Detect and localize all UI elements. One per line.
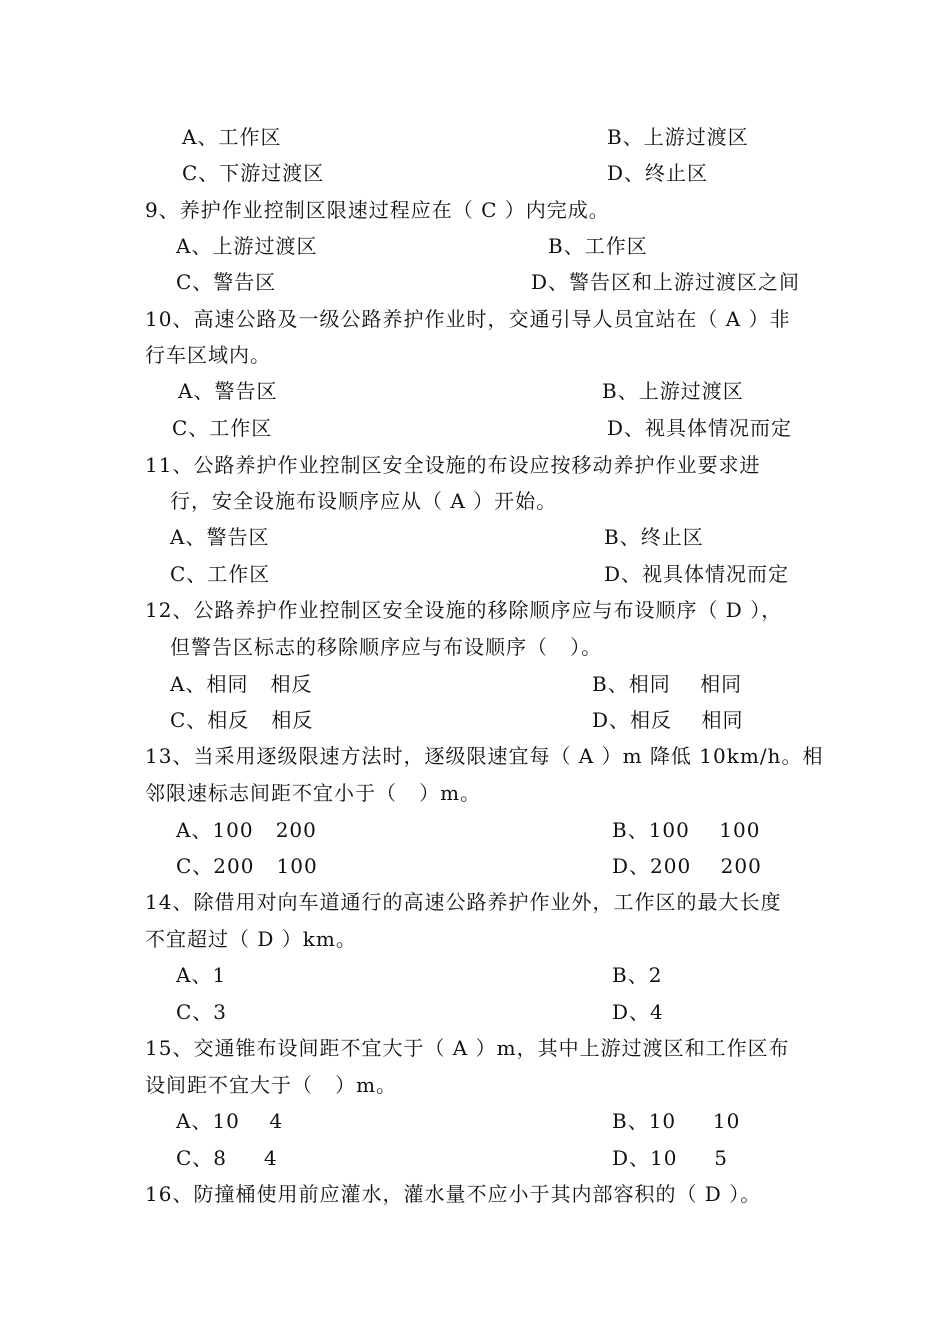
q14-option-d: D、4 xyxy=(612,1000,664,1024)
q14-option-c: C、3 xyxy=(176,1000,228,1024)
q15-option-b: B、10 10 xyxy=(612,1109,741,1133)
q13-option-d: D、200 200 xyxy=(612,854,762,878)
q15-option-c: C、8 4 xyxy=(176,1146,278,1170)
q13-option-c: C、200 100 xyxy=(176,854,318,878)
q8-option-b: B、上游过渡区 xyxy=(607,125,749,149)
q15-option-d: D、10 5 xyxy=(612,1146,728,1170)
q10-option-d: D、视具体情况而定 xyxy=(607,416,793,440)
q8-option-c: C、下游过渡区 xyxy=(182,161,325,185)
q8-option-d: D、终止区 xyxy=(607,161,709,185)
q11-option-b: B、终止区 xyxy=(604,525,704,549)
q13-option-b: B、100 100 xyxy=(612,818,761,842)
q8-option-a: A、工作区 xyxy=(182,125,282,149)
q16-text: 16、防撞桶使用前应灌水，灌水量不应小于其内部容积的（ D ）。 xyxy=(145,1182,762,1206)
q10-option-b: B、上游过渡区 xyxy=(602,379,744,403)
q10-text-line2: 行车区域内。 xyxy=(145,343,271,367)
q11-option-c: C、工作区 xyxy=(170,562,271,586)
q10-option-c: C、工作区 xyxy=(172,416,273,440)
q10-text-line1: 10、高速公路及一级公路养护作业时，交通引导人员宜站在（ A ）非 xyxy=(145,307,791,331)
q14-text-line1: 14、除借用对向车道通行的高速公路养护作业外，工作区的最大长度 xyxy=(145,890,782,914)
q9-option-a: A、上游过渡区 xyxy=(176,234,318,258)
q14-text-line2: 不宜超过（ D ）km。 xyxy=(145,927,357,951)
q12-option-a: A、相同 相反 xyxy=(170,672,313,696)
q11-option-d: D、视具体情况而定 xyxy=(604,562,790,586)
q9-option-d: D、警告区和上游过渡区之间 xyxy=(531,270,801,294)
q15-text-line1: 15、交通锥布设间距不宜大于（ A ）m，其中上游过渡区和工作区布 xyxy=(145,1036,790,1060)
q9-text: 9、养护作业控制区限速过程应在（ C ）内完成。 xyxy=(145,198,610,222)
q9-option-b: B、工作区 xyxy=(548,234,648,258)
q12-text-line1: 12、公路养护作业控制区安全设施的移除顺序应与布设顺序（ D ）， xyxy=(145,598,783,622)
q13-text-line2: 邻限速标志间距不宜小于（ ）m。 xyxy=(145,781,482,805)
q12-option-d: D、相反 相同 xyxy=(592,708,744,732)
q12-option-c: C、相反 相反 xyxy=(170,708,314,732)
q11-text-line1: 11、公路养护作业控制区安全设施的布设应按移动养护作业要求进 xyxy=(145,453,761,477)
q14-option-b: B、2 xyxy=(612,963,663,987)
q11-option-a: A、警告区 xyxy=(170,525,270,549)
q12-text-line2: 但警告区标志的移除顺序应与布设顺序（ ）。 xyxy=(170,635,603,659)
q13-text-line1: 13、当采用逐级限速方法时，逐级限速宜每（ A ）m 降低 10km/h。相 xyxy=(145,744,824,768)
q15-text-line2: 设间距不宜大于（ ）m。 xyxy=(145,1073,398,1097)
q15-option-a: A、10 4 xyxy=(176,1109,284,1133)
q13-option-a: A、100 200 xyxy=(176,818,317,842)
q11-text-line2: 行，安全设施布设顺序应从（ A ）开始。 xyxy=(170,489,558,513)
q10-option-a: A、警告区 xyxy=(178,379,278,403)
q9-option-c: C、警告区 xyxy=(176,270,277,294)
q12-option-b: B、相同 相同 xyxy=(592,672,743,696)
q14-option-a: A、1 xyxy=(176,963,227,987)
